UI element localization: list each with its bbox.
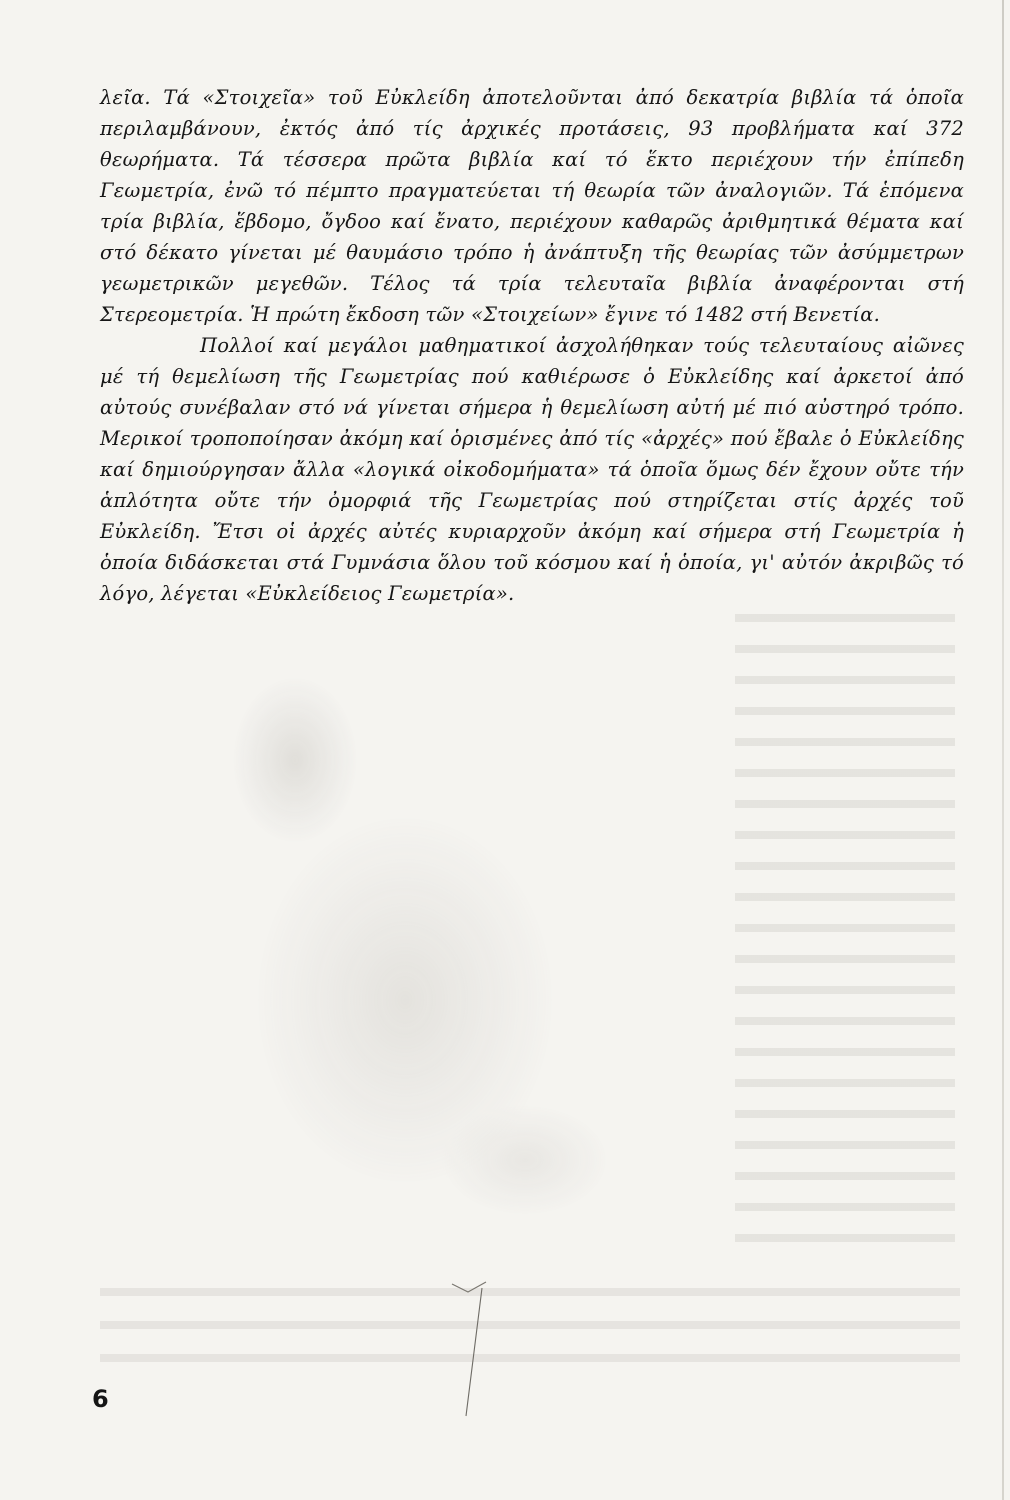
bleed-through-text-lines [100, 1272, 960, 1382]
body-text [100, 82, 964, 609]
paragraph-2: Πολλοί καί μεγάλοι μαθηματικοί ἀσχολήθηκαν τούς τελευταίους αἰῶνες μέ τή θεμελίωση τῆς Γεωμετρίας πού καθιέρωσε ὁ Εὐκλείδης καί ἀρκετοί ἀπό αὐτούς συνέβαλαν στό νά γίνεται σήμερα ἡ θεμελίωση αὐτή μέ πιό αὐστηρό τρόπο. Μερικοί τροποποίησαν ἀκόμη καί ὁρισμένες ἀπό τίς «ἀρχές» πού ἔβαλε ὁ Εὐκλείδης καί δημιούργησαν ἄλλα «λογικά οἰκοδομήματα» τά ὁποῖα ὅμως δέν ἔχουν οὔτε τήν ἁπλότητα οὔτε τήν ὀμορφιά τῆς Γεωμετρίας πού στηρίζεται στίς ἀρχές τοῦ Εὐκλείδη. Ἔτσι οἱ ἀρχές αὐτές κυριαρχοῦν ἀκόμη καί σήμερα στή Γεωμετρία ἡ ὁποία διδάσκεται στά Γυμνάσια ὅλου τοῦ κόσμου καί ἡ ὁποία, γι' αὐτόν ἀκριβῶς τό λόγο, λέγεται «Εὐκλείδειος Γεωμετρία». [100, 334, 964, 605]
stray-pen-mark [432, 1278, 522, 1418]
bleed-through-portrait [105, 640, 710, 1240]
page-edge-shadow [1002, 0, 1004, 1500]
bleed-through-text-column [735, 600, 955, 1260]
paragraph-1: λεῖα. Τά «Στοιχεῖα» τοῦ Εὐκλείδη ἀποτελοῦνται ἀπό δεκατρία βιβλία τά ὁποῖα περιλαμβάνουν, ἐκτός ἀπό τίς ἀρχικές προτάσεις, 93 προβλήματα καί 372 θεωρήματα. Τά τέσσερα πρῶτα βιβλία καί τό ἕκτο περιέχουν τήν ἐπίπεδη Γεωμετρία, ἐνῶ τό πέμπτο πραγματεύεται τή θεωρία τῶν ἀναλογιῶν. Τά ἑπόμενα τρία βιβλία, ἕβδομο, ὄγδοο καί ἔνατο, περιέχουν καθαρῶς ἀριθμητικά θέματα καί στό δέκατο γίνεται μέ θαυμάσιο τρόπο ἡ ἀνάπτυξη τῆς θεωρίας τῶν ἀσύμμετρων γεωμετρικῶν μεγεθῶν. Τέλος τά τρία τελευταῖα βιβλία ἀναφέρονται στή Στερεομετρία. Ἡ πρώτη ἔκδοση τῶν «Στοιχείων» ἔγινε τό 1482 στή Βενετία. [100, 86, 964, 326]
page-number: 6 [92, 1385, 109, 1413]
